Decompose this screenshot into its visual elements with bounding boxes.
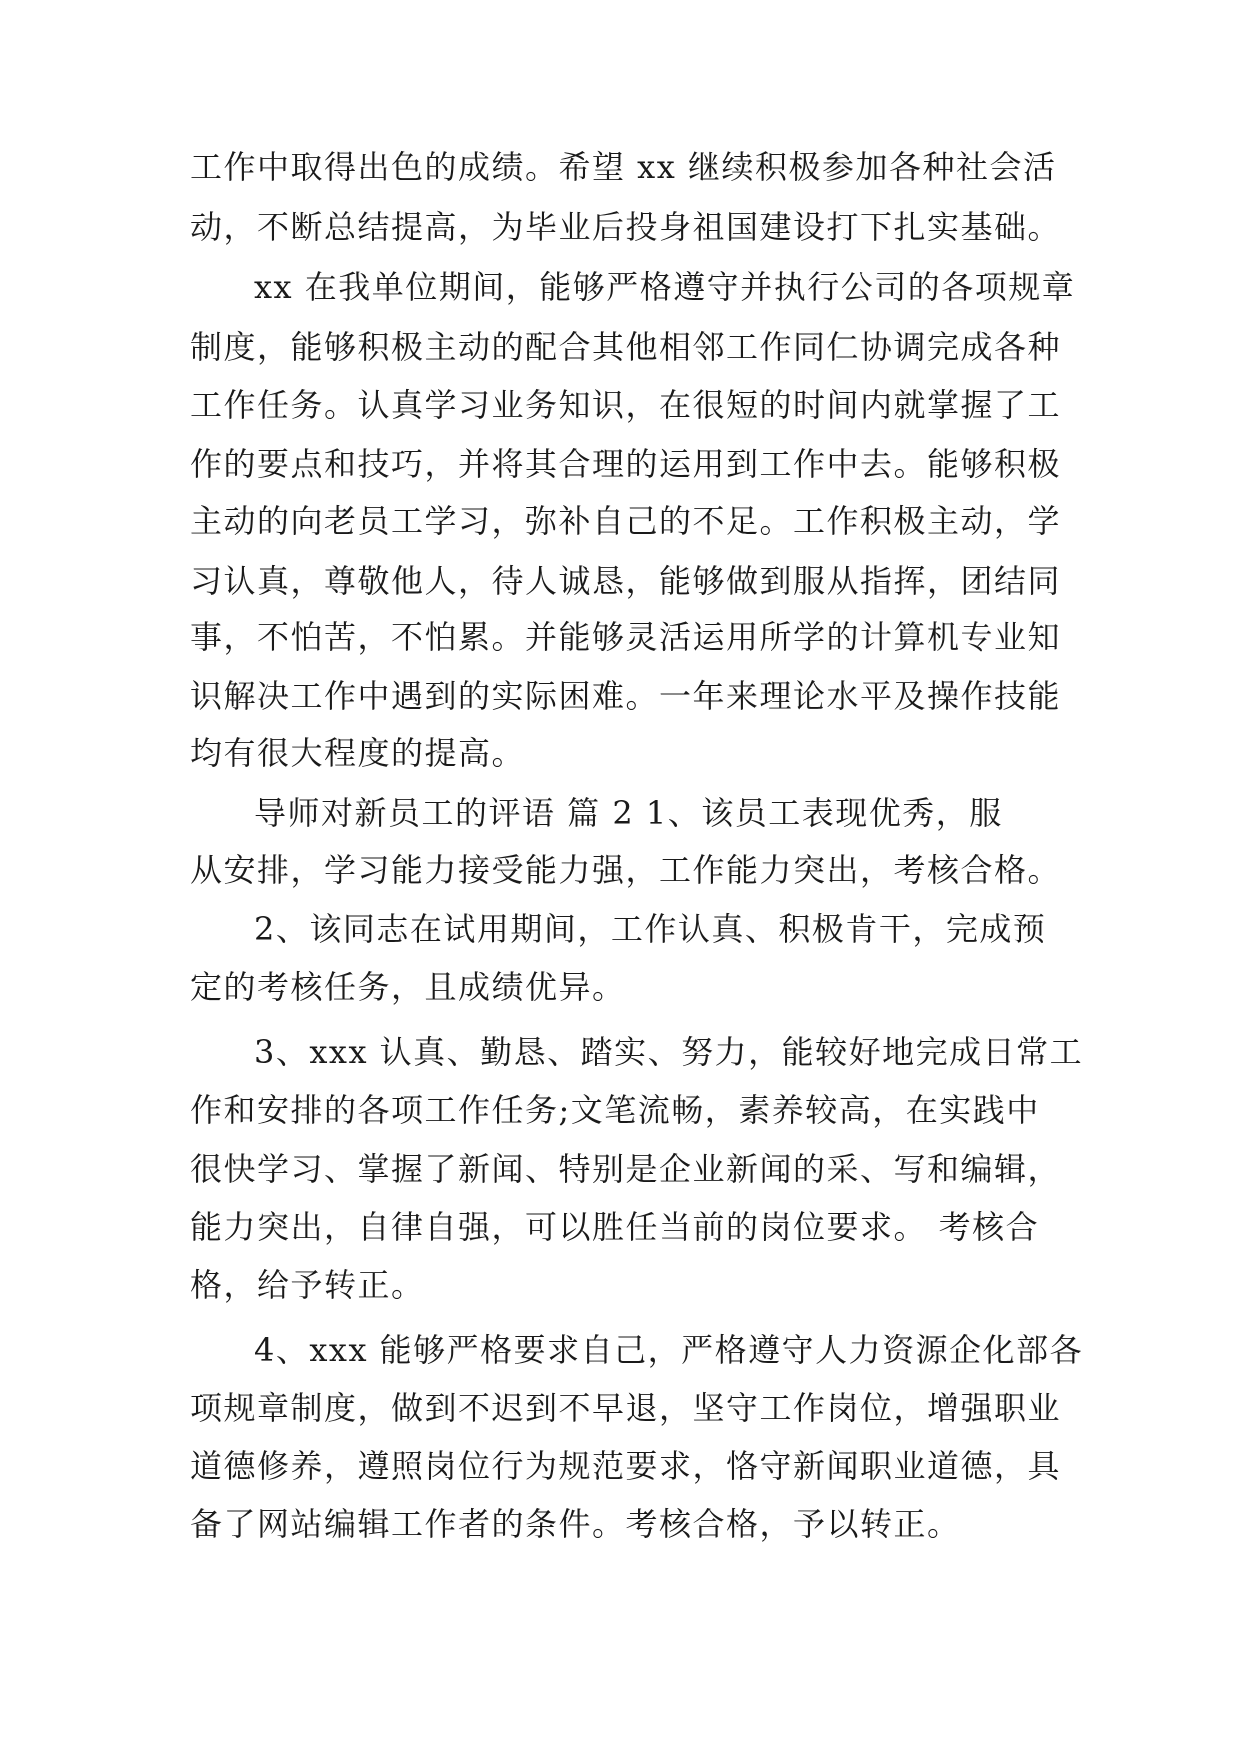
text-line: 事，不怕苦，不怕累。并能够灵活运用所学的计算机专业知 — [190, 618, 1062, 656]
text-line: 工作中取得出色的成绩。希望 xx 继续积极参加各种社会活 — [190, 148, 1057, 186]
text-line: 工作任务。认真学习业务知识，在很短的时间内就掌握了工 — [190, 386, 1062, 424]
text-line: 习认真，尊敬他人，待人诚恳，能够做到服从指挥，团结同 — [190, 562, 1062, 600]
text-line: 主动的向老员工学习，弥补自己的不足。工作积极主动，学 — [190, 502, 1062, 540]
text-line: 道德修养，遵照岗位行为规范要求，恪守新闻职业道德，具 — [190, 1447, 1062, 1485]
paragraph-first-line: 3、xxx 认真、勤恳、踏实、努力，能较好地完成日常工 — [254, 1033, 1084, 1071]
paragraph-first-line: 2、该同志在试用期间，工作认真、积极肯干，完成预 — [254, 910, 1047, 948]
text-line: 从安排，学习能力接受能力强，工作能力突出，考核合格。 — [190, 851, 1062, 889]
text-line: 动，不断总结提高，为毕业后投身祖国建设打下扎实基础。 — [190, 208, 1062, 246]
text-line: 制度，能够积极主动的配合其他相邻工作同仁协调完成各种 — [190, 328, 1062, 366]
text-line: 作的要点和技巧，并将其合理的运用到工作中去。能够积极 — [190, 445, 1062, 483]
text-line: 均有很大程度的提高。 — [190, 734, 526, 772]
text-line: 能力突出，自律自强，可以胜任当前的岗位要求。 考核合 — [190, 1208, 1040, 1246]
section-heading-line: 导师对新员工的评语 篇 2 1、该员工表现优秀，服 — [254, 794, 1003, 832]
text-line: 定的考核任务，且成绩优异。 — [190, 968, 626, 1006]
paragraph-first-line: xx 在我单位期间，能够严格遵守并执行公司的各项规章 — [254, 268, 1076, 306]
text-line: 备了网站编辑工作者的条件。考核合格，予以转正。 — [190, 1505, 961, 1543]
text-line: 项规章制度，做到不迟到不早退，坚守工作岗位，增强职业 — [190, 1389, 1062, 1427]
text-line: 作和安排的各项工作任务;文笔流畅，素养较高，在实践中 — [190, 1091, 1040, 1129]
paragraph-first-line: 4、xxx 能够严格要求自己，严格遵守人力资源企化部各 — [254, 1331, 1084, 1369]
text-line: 很快学习、掌握了新闻、特别是企业新闻的采、写和编辑， — [190, 1150, 1062, 1188]
text-line: 识解决工作中遇到的实际困难。一年来理论水平及操作技能 — [190, 677, 1062, 715]
text-line: 格，给予转正。 — [190, 1266, 425, 1304]
